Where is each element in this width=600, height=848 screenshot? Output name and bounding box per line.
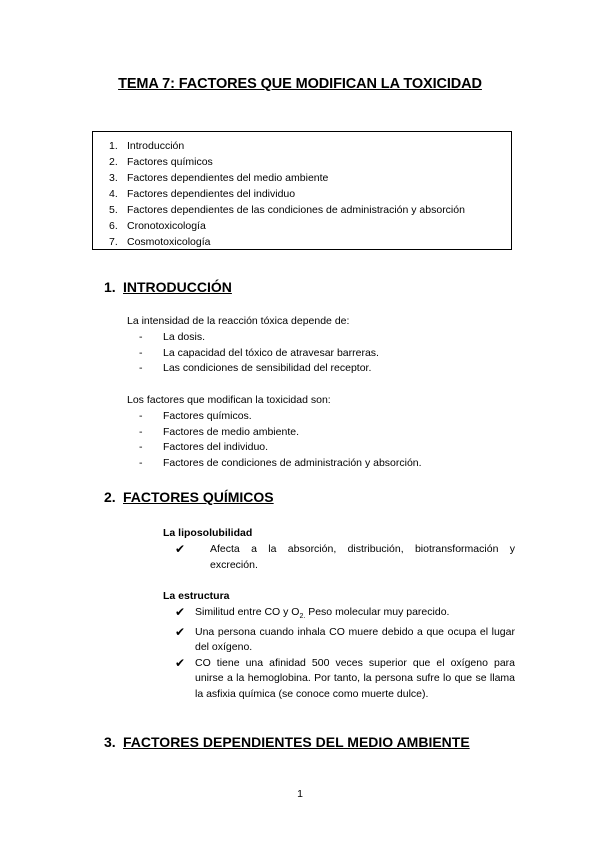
page-number: 1 — [297, 788, 303, 800]
list-item: ✔ Una persona cuando inhala CO muere debido a que ocupa el lugar del oxígeno. — [175, 624, 515, 654]
sub-heading-estructura: La estructura — [163, 590, 230, 602]
check-list — [175, 605, 515, 702]
paragraph: Los factores que modifican la toxicidad son: — [127, 394, 331, 406]
checkmark-icon: ✔ — [175, 605, 186, 619]
list-item: ✔ Afecta a la absorción, distribución, biotransformación y excreción. — [175, 542, 515, 571]
document-title: TEMA 7: FACTORES QUE MODIFICAN LA TOXICIDAD — [118, 76, 482, 92]
check-list — [175, 542, 515, 573]
checkmark-icon: ✔ — [175, 655, 186, 670]
list-item: ✔ CO tiene una afinidad 500 veces superior que el oxígeno para unirse a la hemoglobina. Por tanto, la persona sufre lo que se llama la asfixia química (se conoce como muerte dulce). — [175, 655, 515, 700]
toc-item: 2. Factores químicos — [109, 156, 213, 168]
sub-heading-liposolubilidad: La liposolubilidad — [163, 527, 253, 539]
document-page: TEMA 7: FACTORES QUE MODIFICAN LA TOXICIDAD 1. Introducción 2. Factores químicos 3. Factores dependientes del medio ambiente 4. Factores dependientes del individuo 5. Factores dependientes de las condiciones de administración y absorción 6. Cronotoxicología 7. Cosmotoxicología 1. INTRODUCCIÓN La intensidad de la reacción tóxica depende de: - La dosis. - La capacidad del tóxico de atravesar barreras. - Las condiciones de sensibilidad del receptor. Los factores que modifican la toxicidad son: - Factores químicos. - Factores de medio ambiente. - Factores del individuo. - Factores de condiciones de administración y absorción. 2. FACTORES QUÍMICOS La liposolubilidad ✔ Afecta a la absorción, distribución, biotransformación y excreción. La estructura ✔ Similitud entre CO y $O_{2.}$ Peso molecular muy parecido. ✔ Una persona cuando inhala CO muere debido a que ocupa el lugar del oxígeno. ✔ CO tiene una afinidad 500 veces superior que el oxígeno para unirse a la hemoglobina. Por tanto, la persona sufre lo que se llama la asfixia química (se conoce como muerte dulce). 3. FACTORES DEPENDIENTES DEL MEDIO AMBIENTE 1 — [0, 0, 600, 848]
table-of-contents — [92, 131, 512, 250]
toc-item: 7. Cosmotoxicología — [109, 236, 211, 248]
section-heading-introduccion: 1. INTRODUCCIÓN — [104, 279, 232, 295]
list-item: ✔ Similitud entre CO y $O_{2.}$ Peso molecular muy parecido. — [175, 605, 450, 621]
checkmark-icon: ✔ — [175, 624, 186, 639]
toc-item: 5. Factores dependientes de las condiciones de administración y absorción — [109, 204, 465, 216]
section-heading-medio-ambiente: 3. FACTORES DEPENDIENTES DEL MEDIO AMBIENTE — [104, 734, 470, 750]
toc-item: 1. Introducción — [109, 140, 185, 152]
toc-item: 3. Factores dependientes del medio ambiente — [109, 172, 329, 184]
toc-item: 6. Cronotoxicología — [109, 220, 206, 232]
toc-item: 4. Factores dependientes del individuo — [109, 188, 296, 200]
section-heading-factores-quimicos: 2. FACTORES QUÍMICOS — [104, 489, 274, 505]
paragraph: La intensidad de la reacción tóxica depende de: — [127, 315, 350, 327]
checkmark-icon: ✔ — [175, 542, 186, 556]
